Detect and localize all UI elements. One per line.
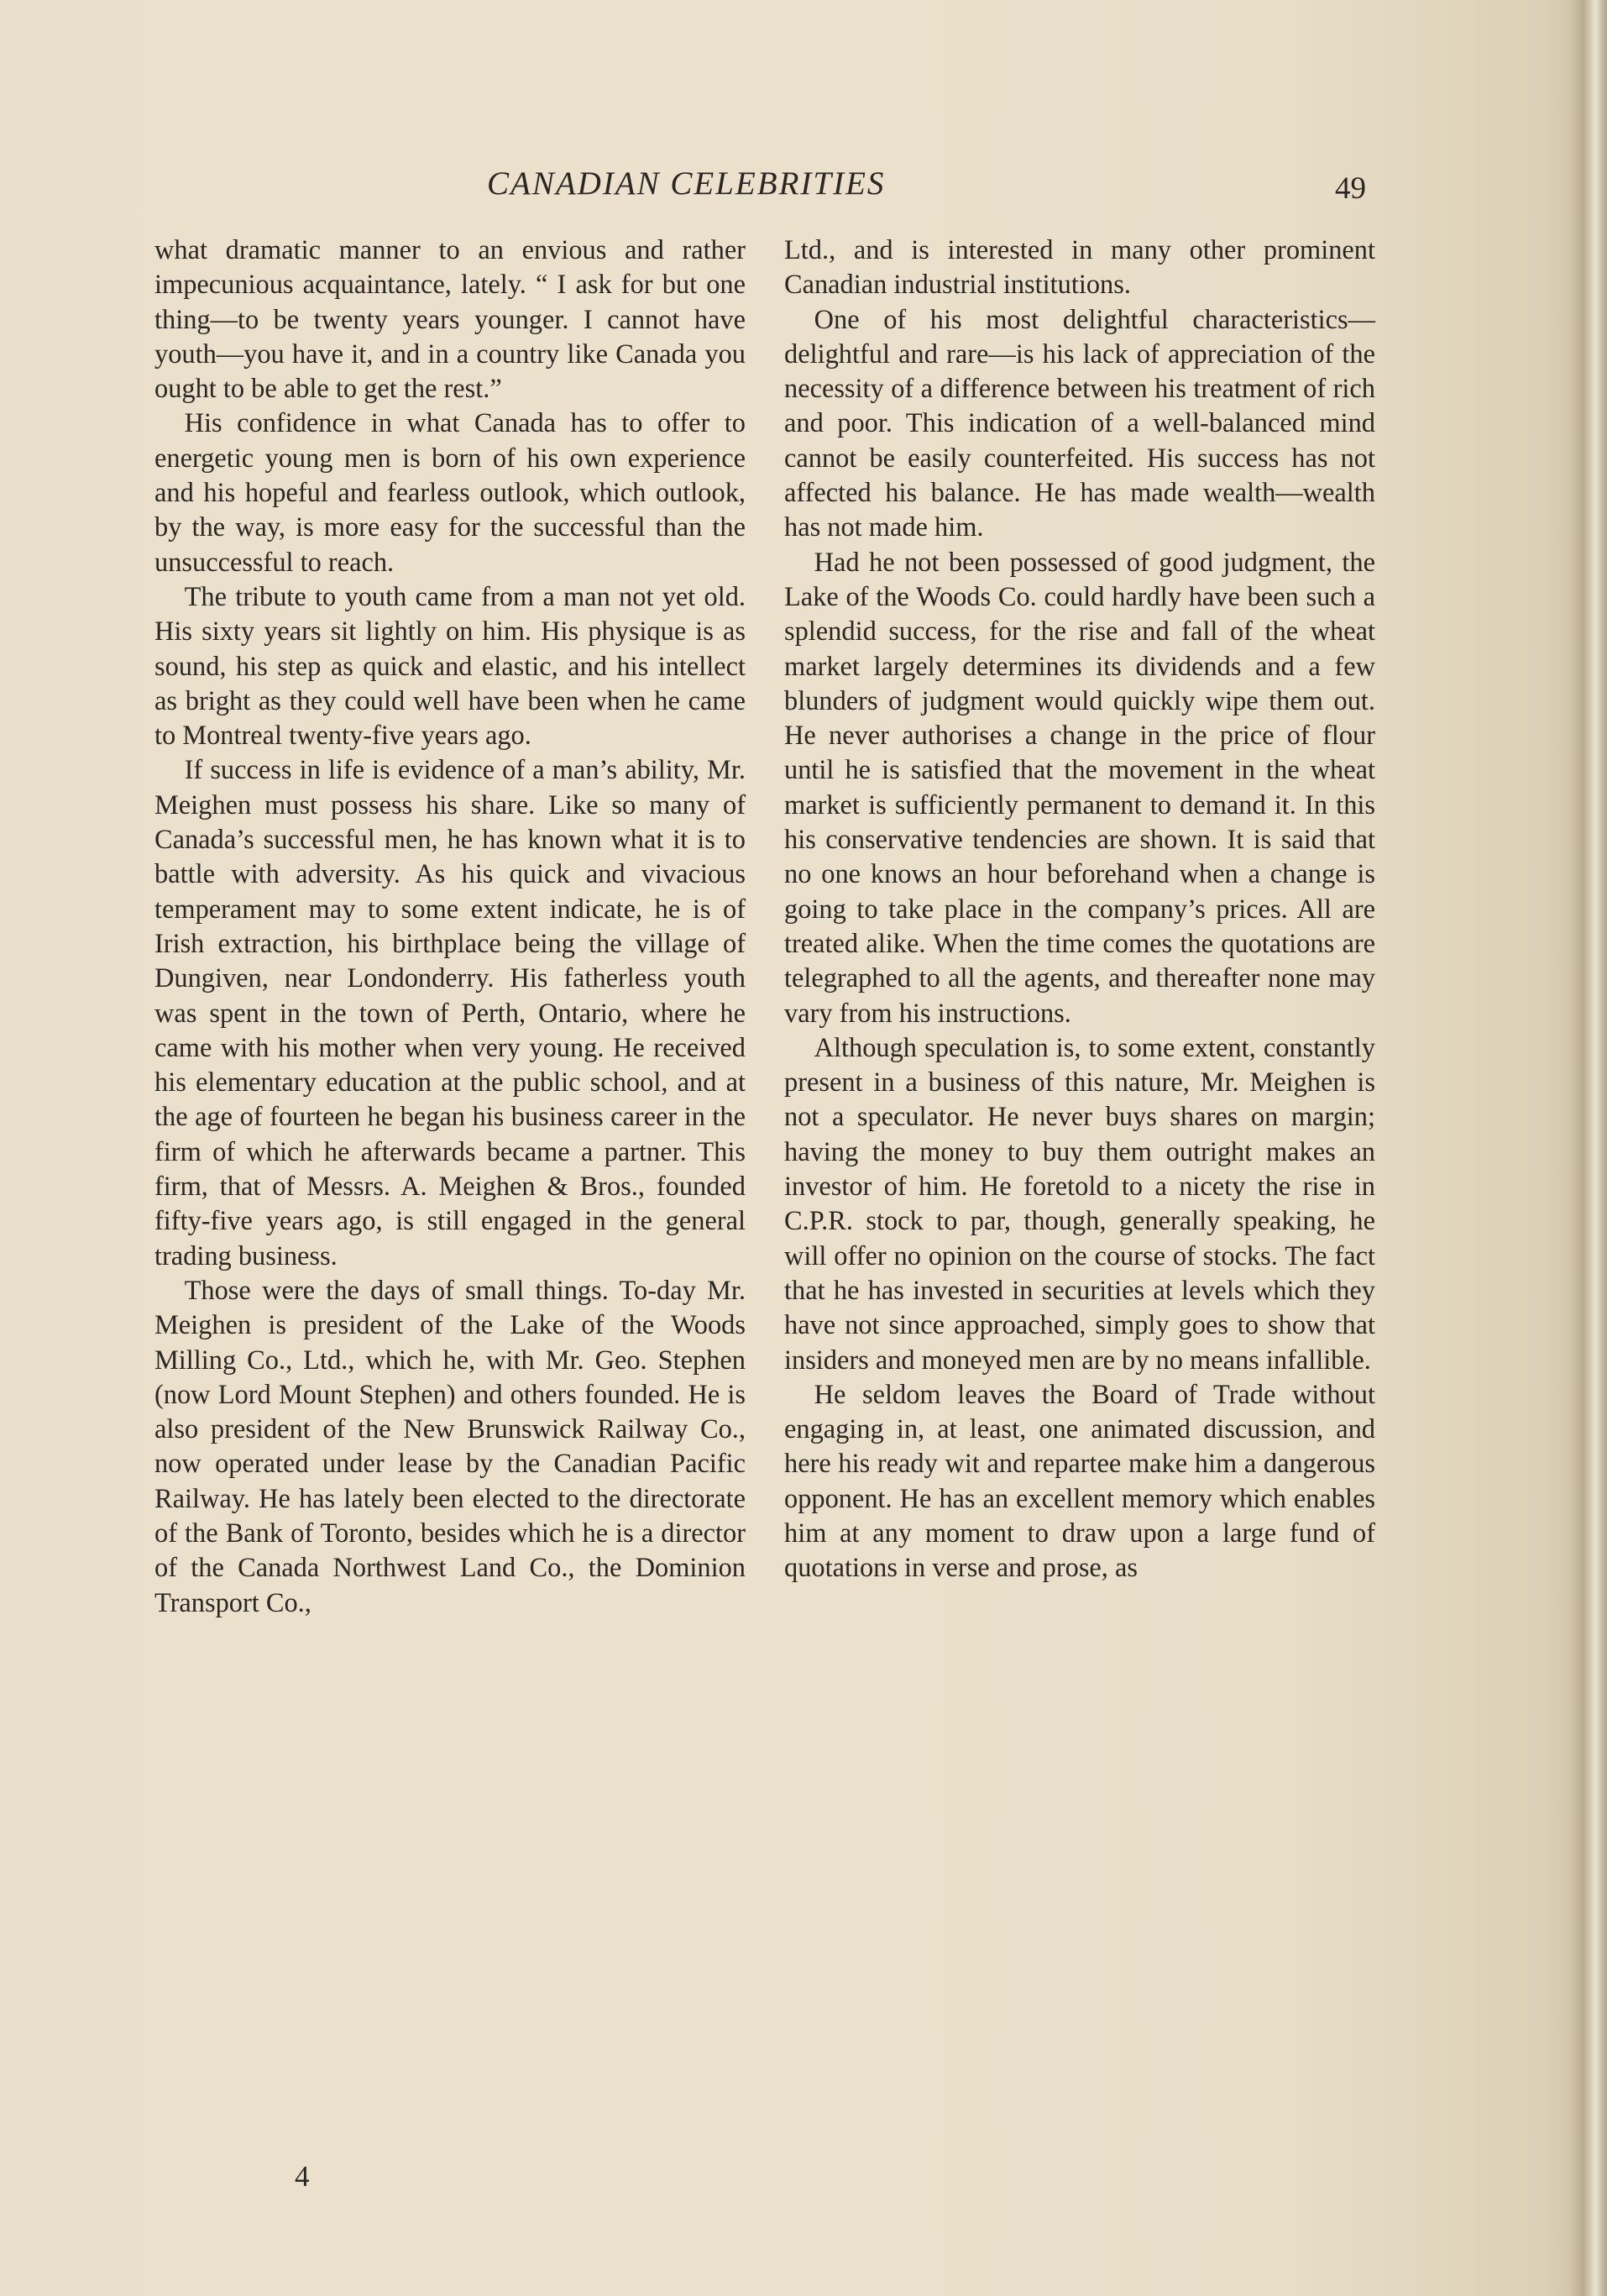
paragraph: what dramatic manner to an envious and rather impecunious acquaintance, lately. “ I ask for but one thing—to be twenty years younger. I cannot have youth—you have it, and in a country like Canada you ought to be able to get the rest.” (154, 235, 746, 405)
paragraph: One of his most delightful characteristics—delightful and rare—is his lack of appreciation of the necessity of a difference between his treatment of rich and poor. This indication of a well-balanced mind cannot be easily counterfeited. His success has not affected his balance. He has made wealth—wealth has not made him. (784, 304, 1375, 543)
right-text-column (784, 233, 1375, 1586)
paragraph: His confidence in what Canada has to offer to energetic young men is born of his own experience and his hopeful and fearless outlook, which outlook, by the way, is more easy for the successful than the unsuccessful to reach. (154, 408, 746, 578)
left-text-column (154, 233, 746, 1621)
page-edge-shadow (1568, 0, 1607, 2296)
running-head: CANADIAN CELEBRITIES (487, 165, 886, 202)
paragraph: Although speculation is, to some extent, constantly present in a business of this nature, Mr. Meighen is not a speculator. He never buys shares on margin; having the money to buy them outright makes an investor of him. He foretold to a nicety the rise in C.P.R. stock to par, though, generally speaking, he will offer no opinion on the course of stocks. The fact that he has invested in securities at levels which they have not since approached, simply goes to show that insiders and moneyed men are by no means infallible. (784, 1032, 1375, 1376)
page-number: 49 (1335, 171, 1366, 206)
paragraph: Ltd., and is interested in many other prominent Canadian industrial institutions. (784, 235, 1375, 301)
paragraph: Had he not been possessed of good judgment, the Lake of the Woods Co. could hardly have been such a splendid success, for the rise and fall of the wheat market largely determines its dividends and a few blunders of judgment would quickly wipe them out. He never authorises a change in the price of flour until he is satisfied that the movement in the wheat market is sufficiently permanent to demand it. In this his conservative tendencies are shown. It is said that no one knows an hour beforehand when a change is going to take place in the company’s prices. All are treated alike. When the time comes the quotations are telegraphed to all the agents, and thereafter none may vary from his instructions. (784, 547, 1375, 1029)
paragraph: He seldom leaves the Board of Trade without engaging in, at least, one animated discussion, and here his ready wit and repartee make him a dangerous opponent. He has an excellent memory which enables him at any moment to draw upon a large fund of quotations in verse and prose, as (784, 1379, 1375, 1584)
paragraph: The tribute to youth came from a man not yet old. His sixty years sit lightly on him. His physique is as sound, his step as quick and elastic, and his intellect as bright as they could well have been when he came to Montreal twenty-five years ago. (154, 581, 746, 752)
signature-mark: 4 (295, 2160, 310, 2193)
paragraph: If success in life is evidence of a man’s ability, Mr. Meighen must possess his share. Like so many of Canada’s successful men, he has known what it is to battle with adversity. As his quick and vivacious temperament may to some extent indicate, he is of Irish extraction, his birthplace being the village of Dungiven, near Londonderry. His fatherless youth was spent in the town of Perth, Ontario, where he came with his mother when very young. He received his elementary education at the public school, and at the age of fourteen he began his business career in the firm of which he afterwards became a partner. This firm, that of Messrs. A. Meighen & Bros., founded fifty-five years ago, is still engaged in the general trading business. (154, 755, 746, 1271)
paragraph: Those were the days of small things. To-day Mr. Meighen is president of the Lake of the Woods Milling Co., Ltd., which he, with Mr. Geo. Stephen (now Lord Mount Stephen) and others founded. He is also president of the New Brunswick Railway Co., now operated under lease by the Canadian Pacific Railway. He has lately been elected to the directorate of the Bank of Toronto, besides which he is a director of the Canada Northwest Land Co., the Dominion Transport Co., (154, 1275, 746, 1618)
